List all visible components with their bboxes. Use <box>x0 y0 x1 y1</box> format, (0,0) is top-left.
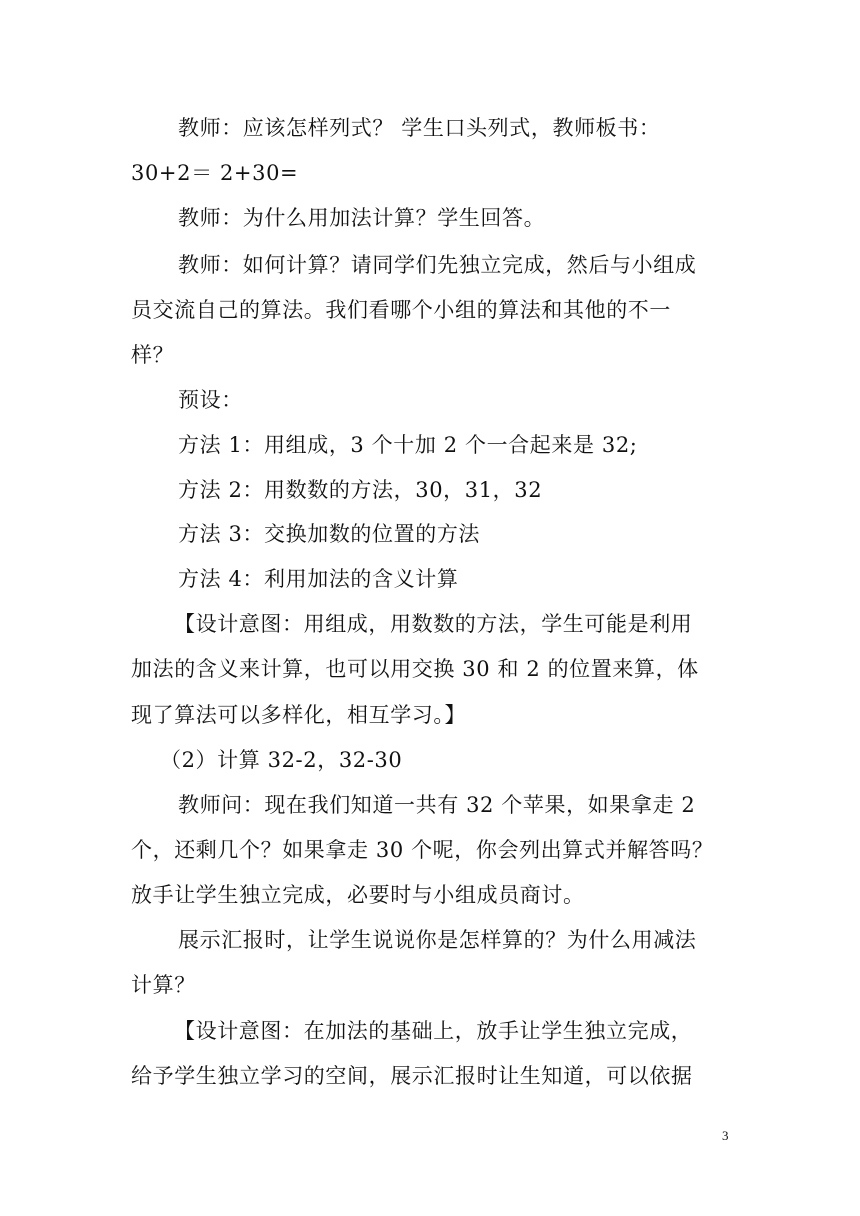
paragraph-line: 样？ <box>131 343 175 367</box>
paragraph-line: 员交流自己的算法。我们看哪个小组的算法和其他的不一 <box>131 298 671 322</box>
paragraph-line: 【设计意图：用组成，用数数的方法，学生可能是利用 <box>174 612 693 636</box>
paragraph-line: 个，还剩几个？如果拿走 30 个呢，你会列出算式并解答吗？ <box>131 838 714 862</box>
paragraph-line: 30+2＝ 2+30= <box>131 161 299 185</box>
paragraph-line: 放手让学生独立完成，必要时与小组成员商讨。 <box>131 883 585 907</box>
page-number: 3 <box>722 1128 729 1143</box>
paragraph-line: 教师：如何计算？请同学们先独立完成，然后与小组成 <box>178 253 697 277</box>
paragraph-line: 加法的含义来计算，也可以用交换 30 和 2 的位置来算，体 <box>131 657 699 681</box>
paragraph-line: 方法 3：交换加数的位置的方法 <box>178 522 481 546</box>
paragraph-line: 现了算法可以多样化，相互学习。】 <box>131 703 467 727</box>
paragraph-line: 给予学生独立学习的空间，展示汇报时让生知道，可以依据 <box>131 1064 693 1088</box>
paragraph-line: 展示汇报时，让学生说说你是怎样算的？为什么用减法 <box>178 928 697 952</box>
paragraph-line: 教师问：现在我们知道一共有 32 个苹果，如果拿走 2 <box>178 793 696 817</box>
paragraph-line: 方法 4：利用加法的含义计算 <box>178 567 459 591</box>
paragraph-line: 方法 1：用组成，3 个十加 2 个一合起来是 32; <box>178 433 638 457</box>
paragraph-line: 教师：为什么用加法计算？学生回答。 <box>178 206 546 230</box>
paragraph-line: 预设： <box>178 388 243 412</box>
paragraph-line: 方法 2：用数数的方法，30，31，32 <box>178 478 543 502</box>
paragraph-line: （2）计算 32-2，32-30 <box>160 748 403 772</box>
paragraph-line: 【设计意图：在加法的基础上，放手让学生独立完成， <box>174 1019 693 1043</box>
paragraph-line: 计算？ <box>131 973 196 997</box>
paragraph-line: 教师：应该怎样列式？ 学生口头列式，教师板书： <box>178 116 661 140</box>
